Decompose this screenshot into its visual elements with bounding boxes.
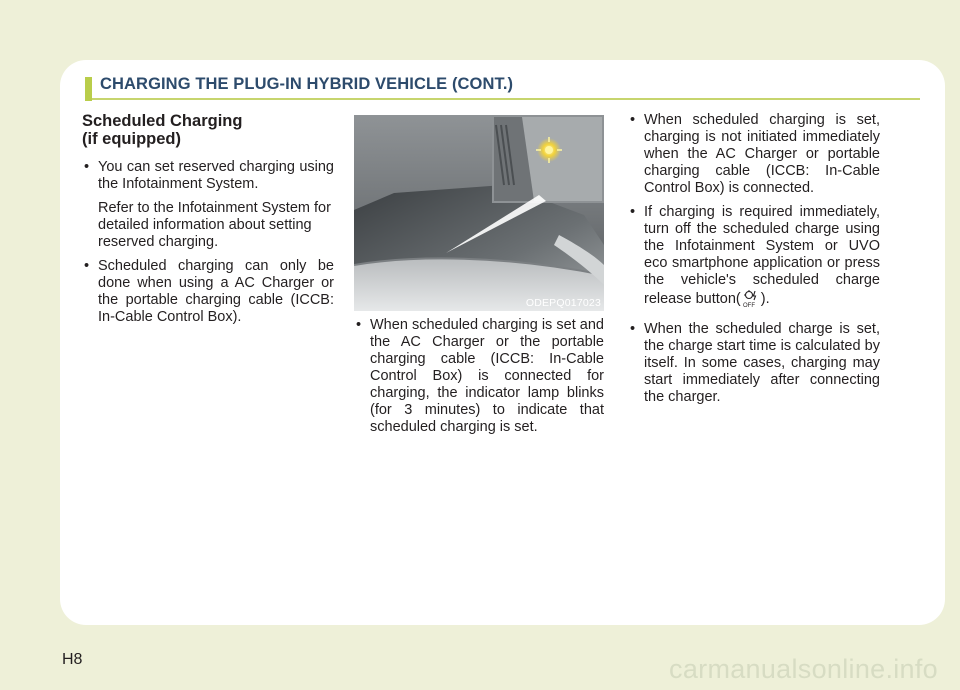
- list-item: [628, 112, 880, 197]
- bullet-text: • You can set reserved charging using the Infotainment System.: [98, 159, 334, 192]
- bullet-text-before: If charging is required immediately, turn off the scheduled charge using the Infotainment System or UVO eco smartphone application or press the vehicle's scheduled charge release button(: [644, 204, 880, 307]
- list-item: [354, 317, 604, 436]
- middle-bullet-list: [354, 317, 604, 436]
- bullet-text: When scheduled charging is set, charging is not initiated immediately when the AC Charger or portable charging cable (ICCB: In-Cable Control Box) is connected.: [644, 112, 880, 196]
- right-bullet-list: [628, 112, 880, 406]
- list-item: [82, 258, 334, 326]
- header-accent-bar: [85, 77, 92, 101]
- bullet-text: • Scheduled charging can only be done when using a AC Charger or the portable charging cable (ICCB: In-Cable Control Box).: [98, 258, 334, 325]
- scheduled-charging-heading: [82, 112, 334, 148]
- section-title: CHARGING THE PLUG-IN HYBRID VEHICLE (CONT.): [100, 75, 514, 93]
- bullet-text: When scheduled charging is set and the AC Charger or the portable charging cable (ICCB: In-Cable Control Box) is connected for charging, the indicator lamp blinks (for 3 minutes) to indicate that scheduled charging is set.: [370, 317, 604, 435]
- list-item: [628, 321, 880, 406]
- bullet-text: When the scheduled charge is set, the charge start time is calculated by itself. In some cases, charging may start immediately after connecting the charger.: [644, 321, 880, 405]
- left-column: [82, 112, 334, 333]
- car-windshield-illustration: [354, 115, 604, 311]
- page-number: H8: [62, 651, 83, 668]
- middle-column: [354, 317, 604, 443]
- heading-line-2: (if equipped): [82, 130, 181, 148]
- watermark: carmanualsonline.info: [669, 654, 938, 684]
- windshield-indicator-figure: [354, 115, 604, 311]
- scheduled-charge-release-button-icon: [741, 289, 761, 314]
- list-item: [628, 204, 880, 314]
- heading-line-1: Scheduled Charging: [82, 112, 243, 130]
- bullet-subtext: Refer to the Infotainment System for detailed information about setting reserved charging.: [98, 200, 331, 250]
- figure-code: ODEPQ017023: [525, 297, 601, 309]
- header-rule: [92, 98, 920, 100]
- left-bullet-list: [82, 159, 334, 326]
- right-column: [628, 112, 880, 413]
- list-item: [82, 159, 334, 251]
- button-icon-label: OFF: [742, 303, 755, 309]
- bullet-text-after: ).: [760, 291, 770, 307]
